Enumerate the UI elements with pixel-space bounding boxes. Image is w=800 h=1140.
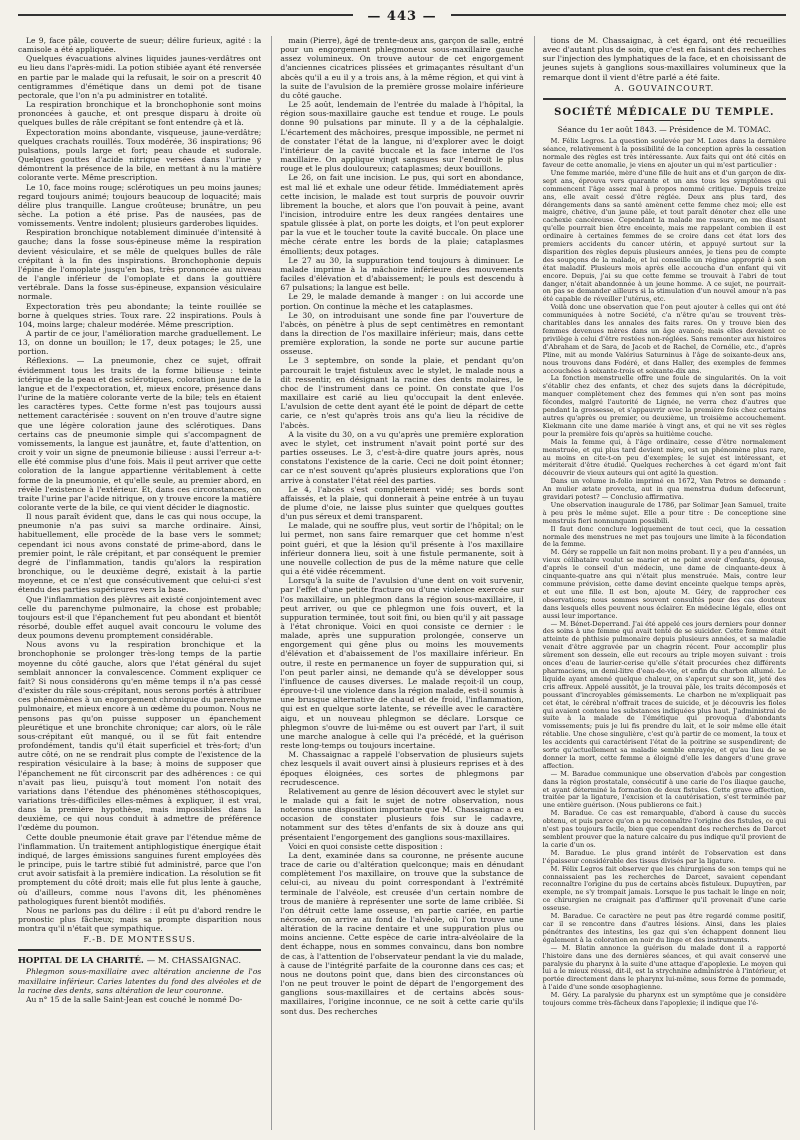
paragraph: M. Baradue. Ce caractère ne peut pas être regardé comme positif, car il se rencontre dans d'autres lésions. Ainsi, dans les plaies pénétrantes des intestins, les gaz qui s'en échappent donnent lieu également à la coloration en noir du linge et des instruments. xyxy=(542,912,786,944)
paragraph: M. Géry se rappelle un fait non moins probant. Il y a peu d'années, un vieux célibataire voulut se marier et ne point avoir d'enfants, épousa, d'après le conseil d'un médecin, une dame de cinquante-deux à cinquante-quatre ans qui n'était plus menstruée. Mais, contre leur commune prévision, cette dame devint enceinte quelque temps après, et eut une fille. Il est bon, ajoute M. Géry, de rapprocher ces observations; nous sommes souvent consultés pour des cas douteux dans lesquels elles peuvent nous éclairer. En médecine légale, elles ont aussi leur importance. xyxy=(542,548,786,620)
paragraph: Le 9, face pâle, couverte de sueur; délire furieux, agité : la camisole a été appliquée. xyxy=(18,36,262,55)
page-header xyxy=(18,6,786,26)
paragraph: main (Pierre), âgé de trente-deux ans, garçon de salle, entré pour un engorgement phlegmoneux sous-maxillaire gauche assez volumineux. On trouve autour de cet engorgement d'anciennes cicatrices plissées et grimaçantes résultant d'un abcès qu'il a eu il y a trois ans, à la même région, et qui vint à la suite de l'avulsion de la première grosse molaire inférieure du côté gauche. xyxy=(280,36,524,100)
paragraph: Nous ne parlons pas du délire : il eût pu d'abord rendre le pronostic plus fâcheux; mais sa prompte disparition nous montra qu'il n'était que sympathique. xyxy=(18,905,262,934)
header-rule-left xyxy=(18,14,353,18)
column-2-body xyxy=(280,36,523,1016)
paragraph: Le 27 au 30, la suppuration tend toujours à diminuer. Le malade imprime à la mâchoire inférieure des mouvements faciles d'élévation et d'abaissement; le pouls est descendu à 67 pulsations; la langue est belle. xyxy=(280,255,524,293)
paragraph: Réflexions. — La pneumonie, chez ce sujet, offrait évidemment tous les traits de la forme bilieuse : teinte ictérique de la peau et des sclérotiques, coloration jaune de la langue et de l'expectoration, et, mieux encore, présence dans l'urine de la matière colorante verte de la bile; tels en étaient les caractères types. Cette forme n'est pas toujours aussi nettement caractérisée : souvent on n'en trouve d'autre signe que une légère coloration jaune des sclérotiques. Dans certains cas de pneumonie simple qui s'accompagnent de vomissements, la langue est jaunâtre, et, faute d'attention, on croit y voir un signe de pneumonie bilieuse : aussi l'erreur a-t-elle été commise plus d'une fois. Mais il peut arriver que cette coloration de la langue appartienne véritablement à cette forme de la pneumonie, et qu'elle seule, au premier abord, en révèle l'existence à l'extérieur. Et, dans ces circonstances, on traite l'urine par l'acide nitrique, on y trouve encore la matière colorante verte de la bile, ce qui vient décider le diagnostic. xyxy=(18,356,262,512)
paragraph: Le 29, le malade demande à manger : on lui accorde une portion. On continue la mèche et les cataplasmes. xyxy=(280,292,524,311)
society-minutes xyxy=(543,138,786,1008)
paragraph: Une observation inaugurale de 1786, par Solimar Jean Samuel, traite à peu près le même sujet. Elle a pour titre : De conceptione sine menstruis fieri nonnunquam possibili. xyxy=(542,500,786,525)
section-first-line: Au n° 15 de la salle Saint-Jean est couché le nommé Do- xyxy=(26,994,243,1004)
paragraph: tions de M. Chassaignac, à cet égard, ont été recueillies avec d'autant plus de soin, que c'est en faisant des recherches sur l'injection des lymphatiques de la face, et en choisissant de jeunes sujets à ganglions sous-maxillaires volumineux que la remarque dont il vient d'être parlé a été faite. xyxy=(542,36,786,82)
divider xyxy=(18,949,261,951)
paragraph: Le malade, qui ne souffre plus, veut sortir de l'hôpital; on le lui permet, non sans faire remarquer que cet homme n'est point guéri, et que la lésion qu'il présente à l'os maxillaire inférieur donnera lieu, soit à une fistule permanente, soit à une nouvelle collection de pus de la même nature que celle qui a été vidée récemment. xyxy=(280,521,524,577)
paragraph: Que l'inflammation des plèvres ait existé conjointement avec celle du parenchyme pulmonaire, la chose est probable; toujours est-il que l'épanchement fut peu abondant et bientôt résorbé, double effet auquel avait concouru le volume des deux poumons devenu promptement considérable. xyxy=(18,594,262,641)
paragraph: Quelques évacuations alvines liquides jaunes-verdâtres ont eu lieu dans l'après-midi. La potion stibiée ayant été renversée en partie par le malade qui la refusait, le soir on a prescrit 40 centigrammes d'émétique dans un demi pot de tisane pectorale, que l'on n'a pu administrer en totalité. xyxy=(18,54,262,100)
section-author: — M. CHASSAIGNAC. xyxy=(146,955,241,966)
signature-gouvaincourt: A. GOUVAINCOURT. xyxy=(614,83,715,93)
society-title: SOCIÉTÉ MÉDICALE DU TEMPLE. xyxy=(554,106,775,118)
paragraph: Le 26, on fait une incision. Le pus, qui sort en abondance, est mal lié et exhale une odeur fétide. Immédiatement après cette incision, le malade est tout surpris de pouvoir ouvrir librement la bouche, et alors que l'on pouvait à peine, avant l'incision, introduire entre les deux rangées dentaires une spatule glissée à plat, on porte les doigts, et l'on peut explorer par la vue et le toucher toute la cavité buccale. On place une mèche cérate entre les bords de la plaie; cataplasmes émollients; deux potages. xyxy=(280,173,524,256)
paragraph: Expectoration moins abondante, visqueuse, jaune-verdâtre; quelques crachats rouillés. Toux modérée, 36 inspirations; 96 pulsations, pouls large et fort; peau chaude et sudorale. Quelques gouttes d'acide nitrique versées dans l'urine y démontrent la présence de la bile, en mettant à nu la matière colorante verte. Même prescription. xyxy=(18,127,262,183)
paragraph: Voilà donc une observation que l'on peut ajouter à celles qui ont été communiquées à notre Société, c'a n'être qu'au se trouvent très-charitables dans les annales des faits rares. On y trouve bien des femmes devenues mères dans un âge avancé; mais elles devaient ce privilège à celui d'être restées non-réglées. Sans remonter aux histoires d'Abraham et de Sara, de Jacob et de Rachel, de Cornélie, etc., d'après Pline, mit au monde Valérius Saturninus à l'âge de soixante-deux ans, nous trouvons dans Fodéré, et dans Haller, des exemples de femmes accouchées à soixante-trois et soixante-dix ans. xyxy=(542,303,786,375)
paragraph: — M. Baradue communique une observation d'abcès par congestion dans la région prostatale, consécutif à une carie de l'os iliaque gauche, et ayant déterminé la formation de deux fistules. Cette grave affection, traitée par la ligature, l'excision et la cautérisation, s'est terminée par une entière guérison. (Nous publierons ce fait.) xyxy=(542,769,786,810)
paragraph: Le 3 septembre, on sonde la plaie, et pendant qu'on parcourait le trajet fistuleux avec le stylet, le malade nous a dit ressentir, en désignant la racine des dents molaires, le choc de l'instrument dans ce point. On constate que l'os maxillaire est carié au lieu qu'occupait la dent enlevée. L'avulsion de cette dent ayant été le point de départ de cette carie, ce n'est qu'après trois ans qu'a lieu la récidive de l'abcès. xyxy=(280,356,524,430)
column-1-body xyxy=(18,36,261,933)
paragraph: Relativement au genre de lésion découvert avec le stylet sur le malade qui a fait le sujet de notre observation, nous noterons une disposition importante que M. Chassaignac a eu occasion de constater plusieurs fois sur le cadavre, notamment sur des têtes d'enfants de six à douze ans qui présentaient l'engorgement des ganglions sous-maxillaires. xyxy=(280,786,524,842)
paragraph: M. Baradue. Le plus grand intérêt de l'observation est dans l'épaisseur considérable des tissus divisés par la ligature. xyxy=(542,848,786,865)
column-1 xyxy=(18,36,261,1130)
paragraph: Le 4, l'abcès s'est complètement vidé; ses bords sont affaissés, et la plaie, qui donnerait à peine entrée à un tuyau de plume d'oie, ne laisse plus suinter que quelques gouttes d'un pus séreux et demi transparent. xyxy=(280,484,524,522)
section-title-charite xyxy=(18,955,261,965)
paragraph: La respiration bronchique et la bronchophonie sont moins prononcées à gauche, et ont presque disparu à droite où quelques bulles de râle crépitant se font entendre çà et là. xyxy=(18,100,262,128)
paragraph: Il nous paraît évident que, dans le cas qui nous occupe, la pneumonie n'a pas suivi sa marche ordinaire. Ainsi, habituellement, elle procède de la base vers le sommet; cependant ici nous avons constaté de prime-abord, dans le premier point, le râle crépitant, et par conséquent le premier degré de l'inflammation, tandis qu'alors la respiration bronchique, ou le deuxième degré, existait à la partie moyenne, et ce n'est que consécutivement que celui-ci s'est étendu des parties supérieures vers la base. xyxy=(18,512,262,595)
paragraph: A la visite du 30, on a vu qu'après une première exploration avec le stylet, cet instrument n'avait point porté sur des parties osseuses. Le 3, c'est-à-dire quatre jours après, nous constatons l'existence de la carie. Ceci ne doit point étonner; car ce n'est souvent qu'après plusieurs explorations que l'on arrive à constater l'état réel des parties. xyxy=(280,429,524,485)
paragraph: M. Félix Legros. La question soulevée par M. Lozes dans la dernière séance, relativement à la possibilité de la conception après la cessation normale des règles est très intéressante. Aux faits qui ont été cités en faveur de cette anomalie, je viens en ajouter un qui m'est particulier : xyxy=(542,137,786,169)
paragraph: — M. Blatin annonce la guérison du malade dont il a rapporté l'histoire dans une des dernières séances, et qui avait conservé une paralysie du pharynx à la suite d'une attaque d'apoplexie. Le moyen qui lui a le mieux réussi, dit-il, est la strychnine administrée à l'intérieur, et portée directement dans le pharynx lui-même, sous forme de pommade, à l'aide d'une sonde œsophagienne. xyxy=(542,943,786,992)
column-2 xyxy=(271,36,523,1130)
column-3-body xyxy=(543,36,786,82)
paragraph: Nous avons vu la respiration bronchique et la bronchophonie se prolonger très-long temps de la partie moyenne du côté gauche, alors que l'état général du sujet semblait annoncer la convalescence. Comment expliquer ce fait? Si nous considérons qu'en même temps il n'a pas cessé d'exister du râle sous-crépitant, nous serons portés à attribuer ces phénomènes à un engorgement chronique du parenchyme pulmonaire, et mieux encore à un œdème du poumon. Nous ne pensons pas qu'on puisse supposer un épanchement pleurétique et une bronchite chronique; car alors, où le râle sous-crépitant eût manqué, ou il se fût fait entendre profondément, tandis qu'il était superficiel et très-fort; d'un autre côté, on ne se rendrait plus compte de l'existence de la respiration vésiculaire à la base; à moins de supposer que l'épanchement ne fût circonscrit par des adhérences : ce qui n'avait pas lieu, puisqu'à tout moment l'on notait des variations dans l'étendue des phénomènes stéthoscopiques, variations très-difficiles elles-mêmes à expliquer, il est vrai, dans la première hypothèse, mais impossibles dans la deuxième, ce qui nous conduit à admettre de préférence l'œdème du poumon. xyxy=(18,640,262,833)
paragraph: M. Chassaignac a rappelé l'observation de plusieurs sujets chez lesquels il avait ouvert ainsi à plusieurs reprises et à des époques éloignées, ces sortes de phlegmons par recrudescence. xyxy=(280,750,524,787)
paragraph: Une femme mariée, mère d'une fille de huit ans et d'un garçon de dix-sept ans, éprouva vers quarante et un ans tous les symptômes qui commencent l'âge assez mal à propos nommé critique. Depuis treize ans, elle avait cessé d'être réglée. Deux ans plus tard, des dérangements dans sa santé amènent cette femme chez moi; elle est maigre, chétive, d'un jaune pâle, et tout paraît dénoter chez elle une cachexie cancéreuse. Cependant la malade me rassure, en me disant qu'elle pourrait bien être enceinte, mais me rappelant combien il est ordinaire à certaines femmes de se croire dans cet état lors des premiers accidents du cancer utérin, et appuyé surtout sur la disparition des règles depuis plusieurs années, je tiens peu de compte des soupçons de la malade, et lui conseille un régime approprié à son état maladif. Plusieurs mois après elle accoucha d'un enfant qui vit encore. Depuis, j'ai su que cette femme se trouvait à l'abri de tout danger, n'était abandonnée à un jeune homme. A ce sujet, ne pourrait-on pas se demander ailleurs si la stimulation d'un nouvel amour n'a pas été capable de réveiller l'utérus, etc. xyxy=(542,168,786,304)
paragraph: Dans un volume in-folio imprimé en 1672, Van Petros se demande : An mulier ætate provecta, aut in qua menstrua dudum defecerunt, gravidari potest? — Conclusio affirmativa. xyxy=(542,477,786,502)
paragraph: M. Baradue. Ce cas est remarquable, d'abord à cause du succès obtenu, et puis parce qu'on a pu reconnaître l'origine des fistules, ce qui n'est pas toujours facile, bien que cependant des recherches de Darcet semblent prouver que la nature calcaire du pus indique qu'il provient de la carie d'un os. xyxy=(542,809,786,849)
paragraph: Cette double pneumonie était grave par l'étendue même de l'inflammation. Un traitement antiphlogistique énergique était indiqué, de larges émissions sanguines furent employées dès le principe, puis le tartre stibié fut administré, parce que l'on crut avoir satisfait à la première indication. La résolution se fit promptement du côté droit; mais elle fut plus lente à gauche, où d'ailleurs, comme nous l'avons dit, les phénomènes pathologiques furent bientôt modifiés. xyxy=(18,832,262,906)
paragraph: M. Géry. La paralysie du pharynx est un symptôme que je considère toujours comme très-fâcheux dans l'apoplexie; il indique que l'é- xyxy=(542,991,786,1008)
society-session: Séance du 1er août 1843. — Présidence de M. TOMAC. xyxy=(557,125,771,135)
paragraph: Voici en quoi consiste cette disposition : xyxy=(288,841,443,851)
paragraph: Le 30, on introduisant une sonde fine par l'ouverture de l'abcès, on pénètre à plus de sept centimètres en remontant dans la direction de l'os maxillaire inférieur; mais, dans cette première exploration, la sonde ne porte sur aucune partie osseuse. xyxy=(280,310,524,357)
paragraph: Le 25 août, lendemain de l'entrée du malade à l'hôpital, la région sous-maxillaire gauche est tendue et rouge. Le pouls donne 90 pulsations par minute. Il y a de la céphalalgie. L'écartement des mâchoires, presque impossible, ne permet ni de constater l'état de la langue, ni d'explorer avec le doigt l'intérieur de la cavité buccale et la face interne de l'os maxillaire. On applique vingt sangsues sur l'endroit le plus rouge et le plus douloureux; cataplasmes; deux bouillons. xyxy=(280,100,524,174)
divider xyxy=(543,98,786,100)
paragraph: Respiration bronchique notablement diminuée d'intensité à gauche; dans la fosse sous-épineuse même la respiration devient vésiculaire, et se mêle de quelques bulles de râle crépitant à la fin des inspirations. Bronchophonie depuis l'épine de l'omoplate jusqu'en bas, très prononcée au niveau de l'angle inférieur de l'omoplate et dans la gouttière vertébrale. Dans la fosse sus-épineuse, expansion vésiculaire normale. xyxy=(18,228,262,302)
columns xyxy=(18,36,786,1130)
page-number: — 443 — xyxy=(367,8,437,24)
header-rule-right xyxy=(451,14,786,18)
signature-montessus: F.-B. DE MONTESSUS. xyxy=(83,935,196,945)
short-rule xyxy=(634,120,694,121)
paragraph: La fonction menstruelle offre une foule de singularités. On la voit s'établir chez des enfants, et chez des sujets dans la décrépitude, manquer complètement chez des femmes qui n'en sont pas moins fécondes, malgré l'autorité de Lignée, ne verra chez d'autres que pendant la grossesse, et s'appauvrir avec la première fois chez certains autres qu'après ou premier, ou deuxième, un troisième accouchement. Kiekmann cite une dame mariée à vingt ans, et qui ne vit ses règles pour la première fois qu'après sa huitième couche. xyxy=(542,374,786,438)
column-3 xyxy=(534,36,786,1130)
paragraph: Mais la femme qui, à l'âge ordinaire, cesse d'être normalement menstruée, et qui plus tard devient mère, est un phénomène plus rare, au moins en cite-t-on peu d'exemples; le sujet est intéressant, et mériterait d'être étudié. Quelques recherches à cet égard m'ont fait découvrir de vieux auteurs qui ont agité la question. xyxy=(542,437,786,478)
paragraph: — M. Bénet-Deperrand. J'ai été appelé ces jours derniers pour donner des soins à une femme qui avait tenté de se suicider. Cette femme était atteinte de phthisie pulmonaire depuis plusieurs années, et sa maladie venait d'être aggravée par un chagrin récent. Pour accomplir plus sûrement son dessein, elle eut recours au triple moyen suivant : trois onces d'eau de laurier-cerise qu'elle s'était procurées chez différents pharmaciens, un demi-litre d'eau-de-vie, et enfin du charbon allumé. Le liquide ayant amené quelque chaleur, on s'aperçut sur son lit, jeté des cris affreux. Appelé aussitôt, je la trouvai pâle, les traits décomposés et poussant d'incroyables gémissements. Le charbon ne m'expliquait pas cet état, le cérébral n'offrait traces de suicide, et je découvris les fioles qui avaient contenu les substances indiquées plus haut. J'administrai de suite à la malade de l'émétique qui provoqua d'abondants vomissements; puis je lui fis prendre du lait, et le soir même elle était rétablie. Une chose singulière, c'est qu'à partir de ce moment, la toux et les accidents qui caractérisent l'état de la poitrine se suspendirent; de sorte qu'actuellement sa maladie semble enrayée, et qu'au lieu de se donner la mort, cette femme a éloigné d'elle les dangers d'une grave affection. xyxy=(542,619,786,770)
paragraph: Expectoration très peu abondante; la teinte rouillée se borne à quelques stries. Toux rare. 22 inspirations. Pouls à 104, moins large; chaleur modérée. Même prescription. xyxy=(18,301,262,329)
section-title-text: HOPITAL DE LA CHARITÉ. xyxy=(18,955,144,966)
paragraph: M. Félix Legros fait observer que les chirurgiens de son temps qui ne connaissaient pas les recherches de Darcet, savaient cependant reconnaître l'origine du pus de certains abcès fistuleux. Dupuytren, par exemple, ne s'y trompait jamais. Lorsque le pus tachait le linge en noir, ce chirurgien ne craignait pas d'affirmer qu'il provenait d'une carie osseuse. xyxy=(542,864,786,913)
section-subtitle: Phlegmon sous-maxillaire avec altération ancienne de l'os maxillaire inférieur. Caries latentes du fond des alvéoles et de la racine des dents, sans altération de leur couronne. xyxy=(18,967,262,995)
paragraph: La dent, examinée dans sa couronne, ne présente aucune trace de carie ou d'altération quelconque; mais en dénudant complètement l'os maxillaire, on trouve que la substance de celui-ci, au niveau du point correspondant à l'extrémité terminale de l'alvéole, est creusée d'un certain nombre de trous de manière à représenter une sorte de lame criblée. Si l'on détruit cette lame osseuse, en partie cariée, en partie nécrosée, on arrive au fond de l'alvéole, où l'on trouve une altération de la racine dentaire et une suppuration plus ou moins ancienne. Cette espèce de carie intra-alvéolaire de la dent échappe, nous en sommes convaincu, dans bon nombre de cas, à l'attention de l'observateur pendant la vie du malade, à cause de l'intégrité parfaite de la couronne dans ces cas; et nous ne doutons point que, dans bien des circonstances où l'on ne peut trouver le point de départ de l'engorgement des ganglions sous-maxillaires et de certains abcès sous-maxillaires, l'origine inconnue, ce ne soit à cette carie qu'ils sont dus. Des recherches xyxy=(280,850,524,1016)
paragraph: Le 10, face moins rouge; sclérotiques un peu moins jaunes; regard toujours animé; toujours beaucoup de loquacité; mais délire plus tranquille. Langue croûteuse; brunâtre, un peu sèche. La potion a été prise. Pas de nausées, pas de vomissements. Ventre indolent; plusieurs garderobes liquides. xyxy=(18,182,262,229)
paragraph: Lorsqu'à la suite de l'avulsion d'une dent on voit survenir, par l'effet d'une petite fracture ou d'une violence exercée sur l'os maxillaire, un phlegmon dans la région sous-maxillaire, il peut arriver, ou que ce phlegmon une fois ouvert, et la suppuration terminée, tout soit fini, ou bien qu'il y ait passage à l'état chronique. Voici en quoi consiste ce dernier : le malade, après une suppuration prolongée, conserve un engorgement qui gêne plus ou moins les mouvements d'élévation et d'abaissement de l'os maxillaire inférieur. En outre, il reste en permanence un foyer de suppuration qui, si l'on peut parler ainsi, ne demande qu'à se développer sous l'influence de causes diverses. Le malade reçoit-il un coup, éprouve-t-il une violence dans la région malade, est-il soumis à une brusque alternative de chaud et de froid, l'inflammation, qui est en quelque sorte latente, se réveille avec le caractère aigu, et un nouveau phlegmon se déclare. Lorsque ce phlegmon s'ouvre de lui-même ou est ouvert par l'art, il suit une marche analogue à celle qui l'a précédé, et la guérison reste long-temps ou toujours incertaine. xyxy=(280,576,524,751)
paragraph: A partir de ce jour, l'amélioration marche graduellement. Le 13, on donne un bouillon; le 17, deux potages; le 25, une portion. xyxy=(18,329,262,357)
paragraph: Il faut donc conclure logiquement de tout ceci, que la cessation normale des menstrues ne met pas toujours une limite à la fécondation de la femme. xyxy=(542,524,786,549)
